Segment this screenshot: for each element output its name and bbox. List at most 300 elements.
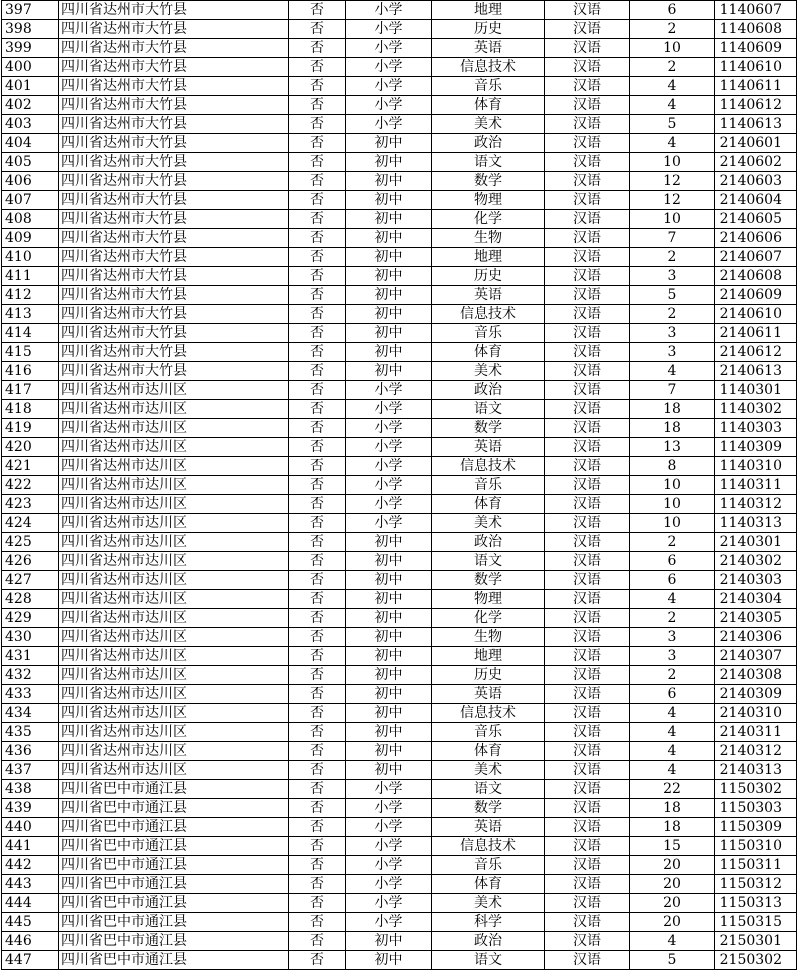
row-number-cell: 435 (2, 723, 59, 742)
subject-cell: 信息技术 (432, 457, 545, 476)
table-row (2, 210, 797, 229)
school-level-cell: 初中 (346, 647, 432, 666)
row-number-cell: 399 (2, 39, 59, 58)
flag-cell: 否 (289, 571, 346, 590)
language-cell: 汉语 (545, 324, 630, 343)
table-row (2, 742, 797, 761)
language-cell: 汉语 (545, 210, 630, 229)
position-code-cell: 1150309 (715, 818, 797, 837)
count-cell: 2 (630, 666, 715, 685)
language-cell: 汉语 (545, 894, 630, 913)
subject-cell: 语文 (432, 780, 545, 799)
count-cell: 4 (630, 761, 715, 780)
subject-cell: 体育 (432, 343, 545, 362)
region-cell: 四川省巴中市通江县 (59, 856, 289, 875)
position-code-cell: 2140609 (715, 286, 797, 305)
region-cell: 四川省达州市达川区 (59, 495, 289, 514)
subject-cell: 政治 (432, 932, 545, 951)
school-level-cell: 小学 (346, 856, 432, 875)
flag-cell: 否 (289, 476, 346, 495)
flag-cell: 否 (289, 685, 346, 704)
table-row (2, 248, 797, 267)
position-code-cell: 1140611 (715, 77, 797, 96)
subject-cell: 数学 (432, 419, 545, 438)
row-number-cell: 433 (2, 685, 59, 704)
school-level-cell: 初中 (346, 267, 432, 286)
school-level-cell: 初中 (346, 723, 432, 742)
flag-cell: 否 (289, 514, 346, 533)
language-cell: 汉语 (545, 913, 630, 932)
region-cell: 四川省巴中市通江县 (59, 799, 289, 818)
table-row (2, 172, 797, 191)
row-number-cell: 425 (2, 533, 59, 552)
flag-cell: 否 (289, 780, 346, 799)
school-level-cell: 小学 (346, 875, 432, 894)
subject-cell: 美术 (432, 115, 545, 134)
language-cell: 汉语 (545, 77, 630, 96)
flag-cell: 否 (289, 438, 346, 457)
region-cell: 四川省达州市大竹县 (59, 134, 289, 153)
region-cell: 四川省达州市大竹县 (59, 172, 289, 191)
position-code-cell: 1140311 (715, 476, 797, 495)
table-row (2, 704, 797, 723)
language-cell: 汉语 (545, 115, 630, 134)
region-cell: 四川省达州市达川区 (59, 704, 289, 723)
region-cell: 四川省达州市达川区 (59, 571, 289, 590)
row-number-cell: 401 (2, 77, 59, 96)
position-code-cell: 1150303 (715, 799, 797, 818)
subject-cell: 英语 (432, 39, 545, 58)
school-level-cell: 小学 (346, 799, 432, 818)
school-level-cell: 初中 (346, 552, 432, 571)
row-number-cell: 410 (2, 248, 59, 267)
count-cell: 10 (630, 514, 715, 533)
count-cell: 6 (630, 552, 715, 571)
count-cell: 13 (630, 438, 715, 457)
table-row (2, 514, 797, 533)
count-cell: 4 (630, 96, 715, 115)
position-code-cell: 2150302 (715, 951, 797, 970)
school-level-cell: 小学 (346, 39, 432, 58)
language-cell: 汉语 (545, 172, 630, 191)
count-cell: 2 (630, 305, 715, 324)
position-code-cell: 1150312 (715, 875, 797, 894)
table-row (2, 153, 797, 172)
count-cell: 20 (630, 875, 715, 894)
flag-cell: 否 (289, 58, 346, 77)
position-code-cell: 2140303 (715, 571, 797, 590)
position-code-cell: 2140605 (715, 210, 797, 229)
school-level-cell: 初中 (346, 704, 432, 723)
table-row (2, 799, 797, 818)
subject-cell: 美术 (432, 761, 545, 780)
position-code-cell: 1140310 (715, 457, 797, 476)
school-level-cell: 初中 (346, 248, 432, 267)
count-cell: 4 (630, 742, 715, 761)
count-cell: 22 (630, 780, 715, 799)
count-cell: 4 (630, 723, 715, 742)
school-level-cell: 初中 (346, 153, 432, 172)
count-cell: 10 (630, 39, 715, 58)
row-number-cell: 424 (2, 514, 59, 533)
region-cell: 四川省达州市达川区 (59, 628, 289, 647)
table-row (2, 552, 797, 571)
table-row (2, 20, 797, 39)
count-cell: 4 (630, 590, 715, 609)
position-code-cell: 2140610 (715, 305, 797, 324)
row-number-cell: 439 (2, 799, 59, 818)
count-cell: 4 (630, 77, 715, 96)
flag-cell: 否 (289, 913, 346, 932)
table-row (2, 647, 797, 666)
row-number-cell: 418 (2, 400, 59, 419)
region-cell: 四川省达州市大竹县 (59, 267, 289, 286)
row-number-cell: 405 (2, 153, 59, 172)
language-cell: 汉语 (545, 875, 630, 894)
region-cell: 四川省达州市达川区 (59, 761, 289, 780)
flag-cell: 否 (289, 191, 346, 210)
subject-cell: 生物 (432, 229, 545, 248)
table-row (2, 609, 797, 628)
subject-cell: 体育 (432, 96, 545, 115)
flag-cell: 否 (289, 115, 346, 134)
flag-cell: 否 (289, 647, 346, 666)
table-row (2, 723, 797, 742)
flag-cell: 否 (289, 894, 346, 913)
flag-cell: 否 (289, 666, 346, 685)
position-code-cell: 2140613 (715, 362, 797, 381)
row-number-cell: 421 (2, 457, 59, 476)
language-cell: 汉语 (545, 438, 630, 457)
subject-cell: 语文 (432, 951, 545, 970)
count-cell: 10 (630, 495, 715, 514)
flag-cell: 否 (289, 1, 346, 20)
subject-cell: 科学 (432, 913, 545, 932)
count-cell: 10 (630, 210, 715, 229)
subject-cell: 体育 (432, 742, 545, 761)
table-row (2, 324, 797, 343)
count-cell: 6 (630, 685, 715, 704)
flag-cell: 否 (289, 590, 346, 609)
row-number-cell: 445 (2, 913, 59, 932)
flag-cell: 否 (289, 533, 346, 552)
count-cell: 5 (630, 115, 715, 134)
school-level-cell: 初中 (346, 609, 432, 628)
count-cell: 3 (630, 343, 715, 362)
language-cell: 汉语 (545, 286, 630, 305)
subject-cell: 化学 (432, 609, 545, 628)
school-level-cell: 初中 (346, 742, 432, 761)
subject-cell: 语文 (432, 153, 545, 172)
language-cell: 汉语 (545, 799, 630, 818)
row-number-cell: 402 (2, 96, 59, 115)
row-number-cell: 444 (2, 894, 59, 913)
position-code-cell: 2140305 (715, 609, 797, 628)
language-cell: 汉语 (545, 134, 630, 153)
row-number-cell: 416 (2, 362, 59, 381)
position-code-cell: 1140312 (715, 495, 797, 514)
school-level-cell: 小学 (346, 58, 432, 77)
region-cell: 四川省巴中市通江县 (59, 780, 289, 799)
flag-cell: 否 (289, 362, 346, 381)
row-number-cell: 422 (2, 476, 59, 495)
school-level-cell: 小学 (346, 837, 432, 856)
count-cell: 8 (630, 457, 715, 476)
school-level-cell: 初中 (346, 628, 432, 647)
school-level-cell: 小学 (346, 818, 432, 837)
school-level-cell: 初中 (346, 571, 432, 590)
row-number-cell: 411 (2, 267, 59, 286)
row-number-cell: 409 (2, 229, 59, 248)
subject-cell: 语文 (432, 400, 545, 419)
school-level-cell: 小学 (346, 1, 432, 20)
language-cell: 汉语 (545, 476, 630, 495)
position-code-cell: 2140311 (715, 723, 797, 742)
count-cell: 3 (630, 267, 715, 286)
position-code-cell: 2140310 (715, 704, 797, 723)
position-code-cell: 1150310 (715, 837, 797, 856)
row-number-cell: 434 (2, 704, 59, 723)
region-cell: 四川省达州市达川区 (59, 666, 289, 685)
position-code-cell: 1140302 (715, 400, 797, 419)
region-cell: 四川省达州市大竹县 (59, 210, 289, 229)
position-code-cell: 2140606 (715, 229, 797, 248)
region-cell: 四川省达州市达川区 (59, 590, 289, 609)
position-code-cell: 1140303 (715, 419, 797, 438)
table-row (2, 495, 797, 514)
table-row (2, 58, 797, 77)
language-cell: 汉语 (545, 267, 630, 286)
count-cell: 2 (630, 20, 715, 39)
position-code-cell: 1140610 (715, 58, 797, 77)
table-row (2, 457, 797, 476)
language-cell: 汉语 (545, 457, 630, 476)
count-cell: 4 (630, 932, 715, 951)
language-cell: 汉语 (545, 362, 630, 381)
count-cell: 2 (630, 609, 715, 628)
table-row (2, 571, 797, 590)
table-row (2, 438, 797, 457)
position-code-cell: 1150315 (715, 913, 797, 932)
language-cell: 汉语 (545, 96, 630, 115)
subject-cell: 地理 (432, 248, 545, 267)
region-cell: 四川省达州市大竹县 (59, 191, 289, 210)
position-code-cell: 1140301 (715, 381, 797, 400)
school-level-cell: 小学 (346, 400, 432, 419)
row-number-cell: 400 (2, 58, 59, 77)
table-row (2, 362, 797, 381)
subject-cell: 物理 (432, 191, 545, 210)
flag-cell: 否 (289, 951, 346, 970)
position-code-cell: 2140302 (715, 552, 797, 571)
count-cell: 7 (630, 381, 715, 400)
count-cell: 2 (630, 533, 715, 552)
school-level-cell: 初中 (346, 172, 432, 191)
row-number-cell: 436 (2, 742, 59, 761)
flag-cell: 否 (289, 837, 346, 856)
row-number-cell: 430 (2, 628, 59, 647)
school-level-cell: 初中 (346, 343, 432, 362)
flag-cell: 否 (289, 324, 346, 343)
flag-cell: 否 (289, 818, 346, 837)
school-level-cell: 小学 (346, 381, 432, 400)
school-level-cell: 小学 (346, 20, 432, 39)
subject-cell: 信息技术 (432, 704, 545, 723)
school-level-cell: 小学 (346, 419, 432, 438)
region-cell: 四川省达州市大竹县 (59, 1, 289, 20)
region-cell: 四川省达州市达川区 (59, 381, 289, 400)
school-level-cell: 初中 (346, 590, 432, 609)
count-cell: 18 (630, 818, 715, 837)
flag-cell: 否 (289, 628, 346, 647)
region-cell: 四川省达州市达川区 (59, 742, 289, 761)
row-number-cell: 417 (2, 381, 59, 400)
row-number-cell: 431 (2, 647, 59, 666)
language-cell: 汉语 (545, 58, 630, 77)
language-cell: 汉语 (545, 305, 630, 324)
language-cell: 汉语 (545, 666, 630, 685)
table-row (2, 875, 797, 894)
region-cell: 四川省达州市达川区 (59, 457, 289, 476)
table-row (2, 590, 797, 609)
count-cell: 20 (630, 856, 715, 875)
region-cell: 四川省巴中市通江县 (59, 818, 289, 837)
school-level-cell: 初中 (346, 761, 432, 780)
flag-cell: 否 (289, 932, 346, 951)
count-cell: 15 (630, 837, 715, 856)
position-code-cell: 1140309 (715, 438, 797, 457)
count-cell: 4 (630, 362, 715, 381)
region-cell: 四川省达州市大竹县 (59, 153, 289, 172)
flag-cell: 否 (289, 609, 346, 628)
table-row (2, 305, 797, 324)
language-cell: 汉语 (545, 818, 630, 837)
table-row (2, 837, 797, 856)
position-code-cell: 1140607 (715, 1, 797, 20)
count-cell: 12 (630, 172, 715, 191)
row-number-cell: 440 (2, 818, 59, 837)
language-cell: 汉语 (545, 552, 630, 571)
position-code-cell: 2140612 (715, 343, 797, 362)
table-row (2, 1, 797, 20)
flag-cell: 否 (289, 134, 346, 153)
table-row (2, 932, 797, 951)
school-level-cell: 小学 (346, 77, 432, 96)
position-code-cell: 1140613 (715, 115, 797, 134)
region-cell: 四川省达州市大竹县 (59, 115, 289, 134)
position-code-cell: 2140309 (715, 685, 797, 704)
school-level-cell: 小学 (346, 913, 432, 932)
count-cell: 20 (630, 913, 715, 932)
flag-cell: 否 (289, 229, 346, 248)
subject-cell: 音乐 (432, 856, 545, 875)
flag-cell: 否 (289, 742, 346, 761)
row-number-cell: 404 (2, 134, 59, 153)
table-row (2, 419, 797, 438)
school-level-cell: 初中 (346, 666, 432, 685)
region-cell: 四川省达州市大竹县 (59, 229, 289, 248)
count-cell: 12 (630, 191, 715, 210)
position-code-cell: 2140301 (715, 533, 797, 552)
position-code-cell: 1150302 (715, 780, 797, 799)
subject-cell: 生物 (432, 628, 545, 647)
language-cell: 汉语 (545, 647, 630, 666)
subject-cell: 物理 (432, 590, 545, 609)
school-level-cell: 初中 (346, 305, 432, 324)
school-level-cell: 初中 (346, 533, 432, 552)
table-row (2, 856, 797, 875)
region-cell: 四川省达州市大竹县 (59, 286, 289, 305)
subject-cell: 音乐 (432, 324, 545, 343)
count-cell: 5 (630, 286, 715, 305)
region-cell: 四川省达州市达川区 (59, 419, 289, 438)
region-cell: 四川省达州市达川区 (59, 647, 289, 666)
position-code-cell: 2140306 (715, 628, 797, 647)
language-cell: 汉语 (545, 590, 630, 609)
row-number-cell: 437 (2, 761, 59, 780)
count-cell: 18 (630, 419, 715, 438)
region-cell: 四川省达州市达川区 (59, 476, 289, 495)
flag-cell: 否 (289, 248, 346, 267)
subject-cell: 音乐 (432, 77, 545, 96)
position-code-cell: 2140312 (715, 742, 797, 761)
language-cell: 汉语 (545, 400, 630, 419)
language-cell: 汉语 (545, 856, 630, 875)
flag-cell: 否 (289, 457, 346, 476)
flag-cell: 否 (289, 286, 346, 305)
subject-cell: 信息技术 (432, 837, 545, 856)
table-row (2, 115, 797, 134)
subject-cell: 地理 (432, 647, 545, 666)
subject-cell: 数学 (432, 172, 545, 191)
flag-cell: 否 (289, 875, 346, 894)
subject-cell: 政治 (432, 134, 545, 153)
row-number-cell: 438 (2, 780, 59, 799)
position-code-cell: 2140608 (715, 267, 797, 286)
row-number-cell: 442 (2, 856, 59, 875)
region-cell: 四川省巴中市通江县 (59, 894, 289, 913)
subject-cell: 数学 (432, 799, 545, 818)
subject-cell: 美术 (432, 894, 545, 913)
position-code-cell: 1150311 (715, 856, 797, 875)
flag-cell: 否 (289, 400, 346, 419)
language-cell: 汉语 (545, 704, 630, 723)
count-cell: 18 (630, 400, 715, 419)
language-cell: 汉语 (545, 381, 630, 400)
position-code-cell: 2140307 (715, 647, 797, 666)
language-cell: 汉语 (545, 343, 630, 362)
school-level-cell: 初中 (346, 210, 432, 229)
flag-cell: 否 (289, 419, 346, 438)
region-cell: 四川省达州市达川区 (59, 514, 289, 533)
subject-cell: 地理 (432, 1, 545, 20)
language-cell: 汉语 (545, 153, 630, 172)
region-cell: 四川省达州市大竹县 (59, 77, 289, 96)
region-cell: 四川省达州市达川区 (59, 438, 289, 457)
row-number-cell: 420 (2, 438, 59, 457)
subject-cell: 音乐 (432, 723, 545, 742)
region-cell: 四川省达州市大竹县 (59, 96, 289, 115)
count-cell: 3 (630, 628, 715, 647)
count-cell: 4 (630, 134, 715, 153)
count-cell: 3 (630, 324, 715, 343)
position-code-cell: 2140607 (715, 248, 797, 267)
region-cell: 四川省巴中市通江县 (59, 951, 289, 970)
row-number-cell: 426 (2, 552, 59, 571)
count-cell: 18 (630, 799, 715, 818)
row-number-cell: 398 (2, 20, 59, 39)
school-level-cell: 小学 (346, 96, 432, 115)
